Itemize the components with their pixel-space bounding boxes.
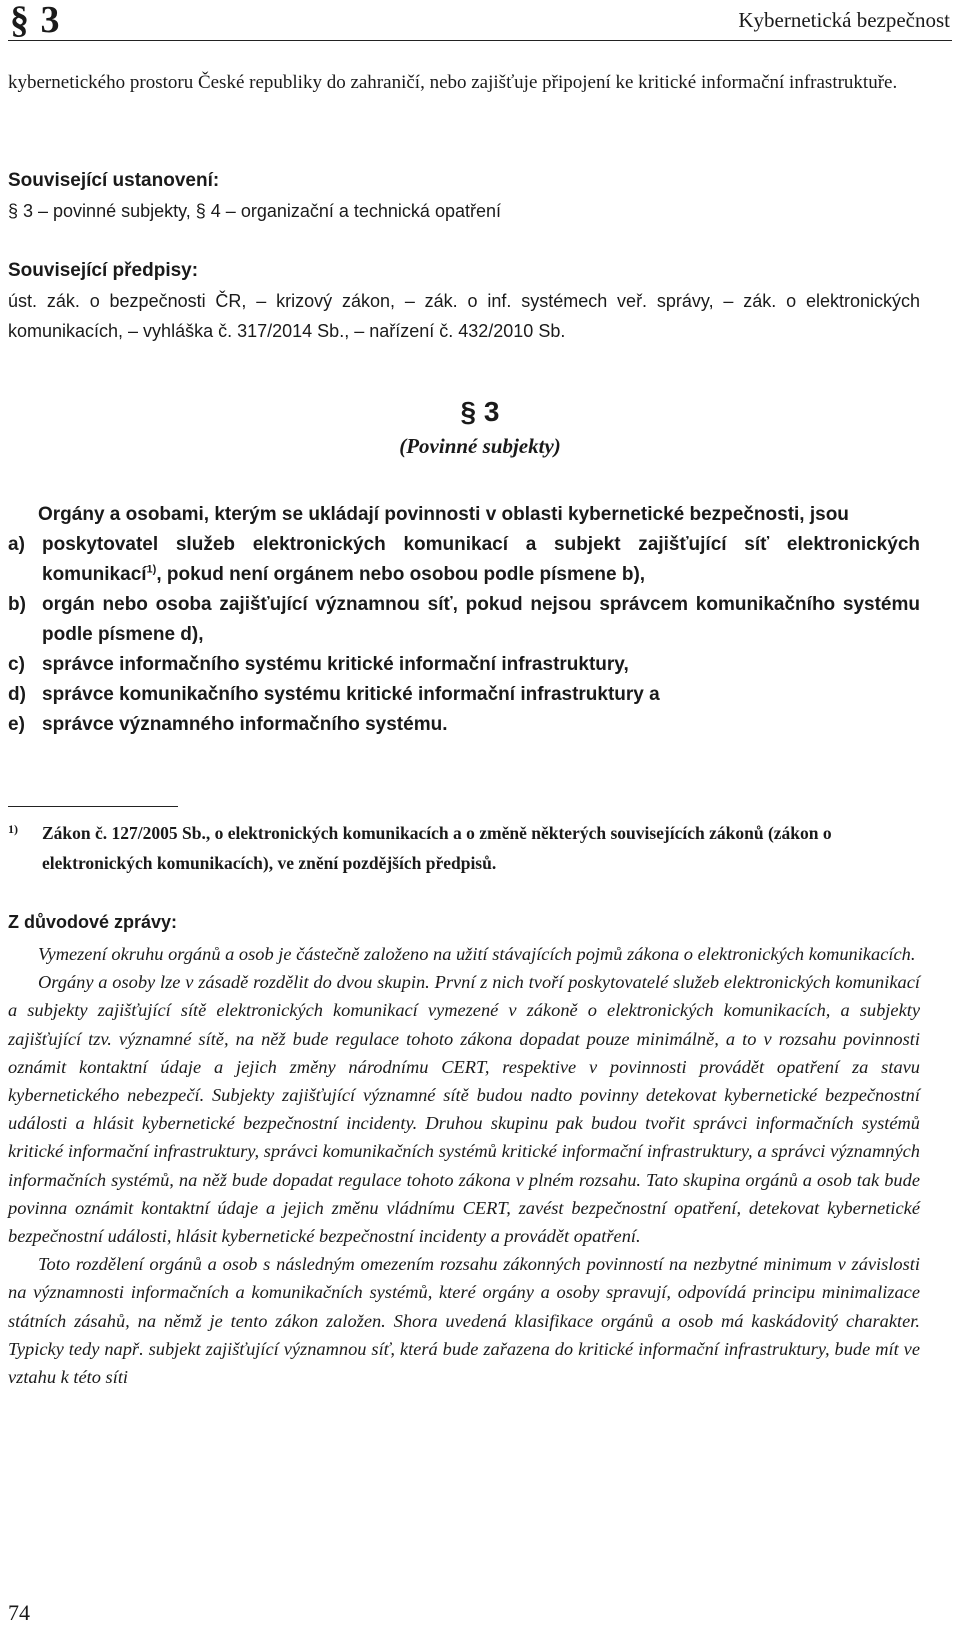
section-title: (Povinné subjekty) xyxy=(399,434,561,458)
footnote-text: Zákon č. 127/2005 Sb., o elektronických komunikacích a o změně některých souvisejících zákonů (zákon o elektronických komunikacích), ve znění pozdějších předpisů. xyxy=(42,823,832,873)
explanatory-text xyxy=(8,940,920,1391)
law-item-text: orgán nebo osoba zajišťující významnou síť, pokud nejsou správcem komunikačního systému podle písmene d), xyxy=(42,594,920,645)
explanatory-paragraph: Toto rozdělení orgánů a osob s následným omezením rozsahu zákonných povinností na nezbytné minimum v závislosti na významnosti informačních a komunikačních systémů, které orgány a osoby spravují, odpovídá principu minimalizace státních zásahů, na němž je tento zákon založen. Shora uvedená klasifikace orgánů a osob má kaskádovitý charakter. Typicky tedy např. subjekt zajišťující významnou síť, která bude zařazena do kritické informační infrastruktury, bude mít ve vztahu k této síti xyxy=(8,1254,920,1388)
law-item-label: e) xyxy=(8,714,25,735)
law-item xyxy=(8,680,920,710)
law-item-text: poskytovatel služeb elektronických komunikací a subjekt zajišťující síť elektronických komunikací xyxy=(42,534,920,585)
law-lead: Orgány a osobami, kterým se ukládají povinnosti v oblasti kybernetické bezpečnosti, jsou xyxy=(38,504,849,525)
running-header xyxy=(8,0,952,41)
explanatory-paragraph: Vymezení okruhu orgánů a osob je částečně založeno na užití stávajících pojmů zákona o elektronických komunikacích. xyxy=(38,944,916,964)
law-item-label: d) xyxy=(8,684,26,705)
footnote-mark: 1) xyxy=(8,822,18,836)
law-item-text: správce významného informačního systému. xyxy=(42,714,448,735)
related-provisions-text: § 3 – povinné subjekty, § 4 – organizační a technická opatření xyxy=(8,201,501,221)
header-running-title: Kybernetická bezpečnost xyxy=(738,8,950,32)
explanatory-heading: Z důvodové zprávy: xyxy=(8,912,178,932)
section-number: § 3 xyxy=(460,396,500,427)
law-item xyxy=(8,710,920,740)
law-item-text: správce informačního systému kritické informační infrastruktury, xyxy=(42,654,629,675)
header-section-mark: § 3 xyxy=(10,0,61,41)
law-item-label: a) xyxy=(8,534,25,555)
page-number: 74 xyxy=(8,1600,30,1625)
related-regulations-heading: Související předpisy: xyxy=(8,260,199,281)
footnote xyxy=(8,818,920,878)
law-item-label: b) xyxy=(8,594,26,615)
law-item-text-continued: , pokud není orgánem nebo osobou podle písmene b), xyxy=(156,564,646,585)
law-item xyxy=(8,590,920,650)
law-item xyxy=(8,530,920,590)
law-text xyxy=(8,500,920,740)
related-provisions-heading: Související ustanovení: xyxy=(8,170,220,191)
law-item xyxy=(8,650,920,680)
intro-paragraph: kybernetického prostoru České republiky do zahraničí, nebo zajišťuje připojení ke kritické informační infrastruktuře. xyxy=(8,72,898,93)
footnote-divider xyxy=(8,806,178,807)
related-regulations-text: úst. zák. o bezpečnosti ČR, – krizový zákon, – zák. o inf. systémech veř. správy, – zák. o elektronických komunikacích, – vyhláška č. 317/2014 Sb., – nařízení č. 432/2010 Sb. xyxy=(8,291,920,341)
footnote-reference: 1) xyxy=(146,563,157,576)
law-item-label: c) xyxy=(8,654,25,675)
explanatory-paragraph: Orgány a osoby lze v zásadě rozdělit do dvou skupin. První z nich tvoří poskytovatelé služeb elektronických komunikací a subjekty zajišťující sítě elektronických komunikací vymezené v zákoně o elektronických komunikacích, a subjekty zajišťující tzv. významné sítě, na něž bude regulace tohoto zákona dopadat pouze minimálně, a to v rozsahu povinnosti oznámit kontaktní údaje a jejich změny národnímu CERT, respektive v povinnosti provádět opatření za stavu kybernetického nebezpečí. Subjekty zajišťující významné sítě budou nadto povinny detekovat kybernetické bezpečnostní události a hlásit kybernetické bezpečnostní incidenty. Druhou skupinu pak budou tvořit správci informačních systémů kritické informační infrastruktury, správci komunikačních systémů kritické informační infrastruktury, a správci významných informačních systémů, na něž bude dopadat regulace tohoto zákona v plném rozsahu. Tato skupina orgánů a osob tak bude povinna oznámit kontaktní údaje a jejich změnu vládnímu CERT, zavést bezpečnostní opatření, detekovat kybernetické bezpečnostní události, hlásit kybernetické bezpečnostní incidenty a provádět opatření. xyxy=(8,972,920,1247)
law-item-text: správce komunikačního systému kritické informační infrastruktury a xyxy=(42,684,660,705)
